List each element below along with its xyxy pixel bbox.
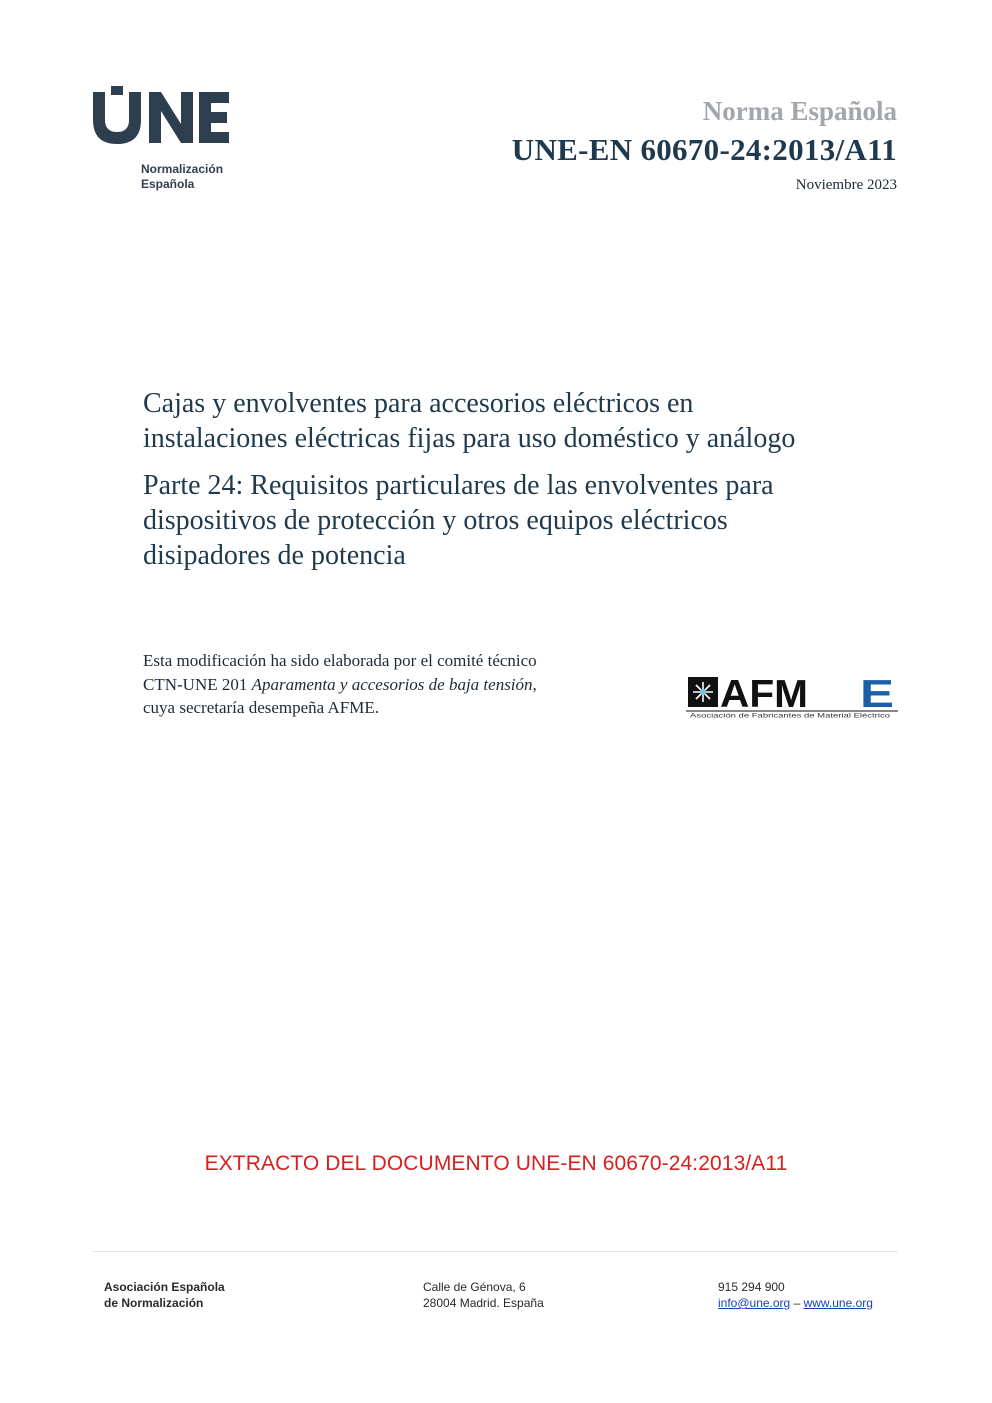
- part-title-line-3: disipadores de potencia: [143, 540, 406, 571]
- une-logo: [93, 86, 229, 144]
- une-logo-mark: [93, 86, 229, 144]
- publication-date: Noviembre 2023: [795, 177, 897, 193]
- afme-subtitle: Asociación de Fabricantes de Material Eléctrico: [690, 713, 892, 720]
- footer-divider: [93, 1251, 898, 1252]
- committee-suffix: ,: [532, 674, 537, 694]
- committee-note: [143, 649, 663, 720]
- document-title: [143, 386, 913, 573]
- committee-line-1: Esta modificación ha sido elaborada por el comité técnico: [143, 651, 537, 670]
- afme-logo: [686, 674, 898, 720]
- footer-address: [423, 1279, 544, 1311]
- footer-address-line-1: Calle de Génova, 6: [423, 1280, 526, 1294]
- afme-letters-afm: AFM: [720, 674, 808, 716]
- committee-line-2: [143, 673, 663, 697]
- une-logo-subtitle: [141, 162, 223, 192]
- footer-org-line-1: Asociación Española: [104, 1280, 225, 1294]
- footer-org-line-2: de Normalización: [104, 1296, 204, 1310]
- afme-logo-graphic: [686, 674, 898, 720]
- email-link[interactable]: info@une.org: [718, 1296, 791, 1310]
- part-title-line-1: Parte 24: Requisitos particulares de las envolventes para: [143, 470, 774, 501]
- committee-name: Aparamenta y accesorios de baja tensión: [251, 674, 533, 694]
- title-line-2: instalaciones eléctricas fijas para uso doméstico y análogo: [143, 423, 796, 454]
- title-line-1: Cajas y envolventes para accesorios eléctricos en: [143, 388, 694, 419]
- afme-letter-e: E: [860, 674, 894, 716]
- une-logo-sub-line1: Normalización: [141, 162, 224, 176]
- committee-code: CTN-UNE 201: [143, 674, 252, 694]
- website-link[interactable]: www.une.org: [803, 1296, 873, 1310]
- part-title-line-2: dispositivos de protección y otros equipos eléctricos: [143, 505, 728, 536]
- standard-code: UNE-EN 60670-24:2013/A11: [511, 132, 897, 167]
- footer-address-line-2: 28004 Madrid. España: [423, 1296, 544, 1310]
- footer-separator: –: [790, 1296, 804, 1310]
- footer-links: [718, 1295, 873, 1311]
- extract-notice: EXTRACTO DEL DOCUMENTO UNE-EN 60670-24:2013/A11: [204, 1152, 788, 1175]
- committee-line-3: cuya secretaría desempeña AFME.: [143, 698, 380, 717]
- footer-contact: [718, 1279, 873, 1311]
- footer-phone: 915 294 900: [718, 1280, 785, 1294]
- footer-organization: [104, 1279, 225, 1311]
- norma-label: Norma Española: [702, 96, 897, 126]
- une-logo-sub-line2: Española: [141, 177, 195, 191]
